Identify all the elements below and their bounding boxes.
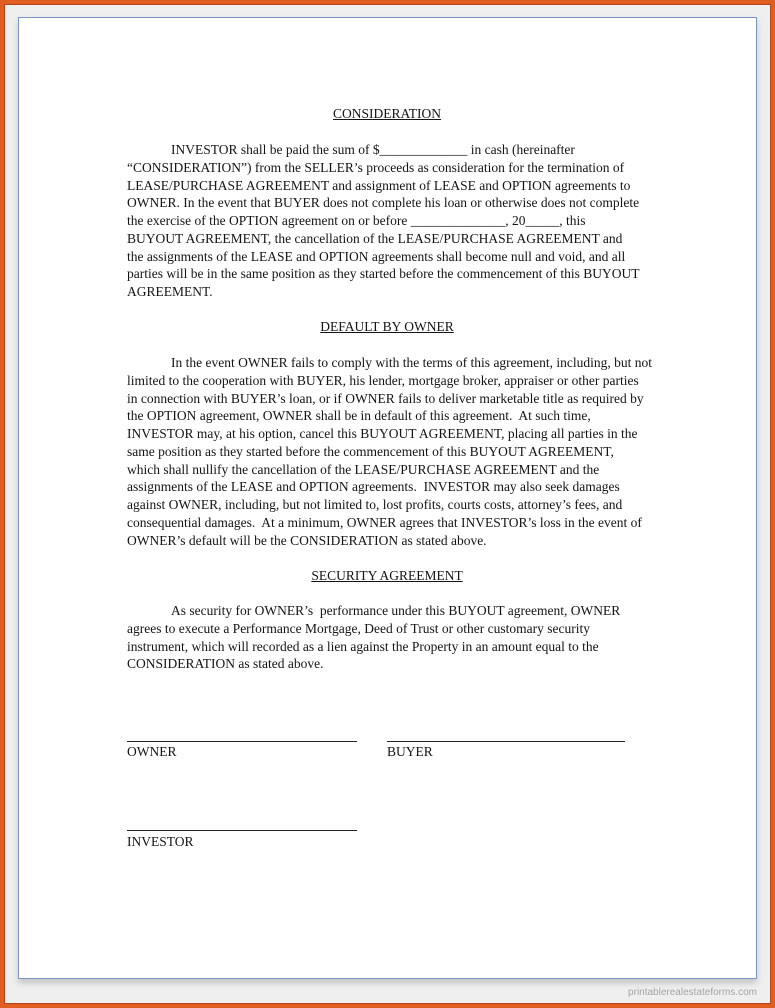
text-line: the OPTION agreement, OWNER shall be in default of this agreement. At such time, [127,408,591,424]
default-by-owner-heading: DEFAULT BY OWNER [320,319,454,334]
security-agreement-paragraph [127,602,727,673]
text-line: LEASE/PURCHASE AGREEMENT and assignment of LEASE and OPTION agreements to [127,177,631,193]
text-line: the exercise of the OPTION agreement on or before ______________, 20_____, this [127,213,586,228]
buyer-signature-line [387,741,625,742]
watermark: printablerealestateforms.com [628,987,757,998]
text-line: instrument, which will recorded as a lien against the Property in an amount equal to the [127,638,599,654]
text-line: BUYOUT AGREEMENT, the cancellation of the LEASE/PURCHASE AGREEMENT and [127,230,623,246]
text-line: agrees to execute a Performance Mortgage, Deed of Trust or other customary security [127,620,590,636]
text-line: limited to the cooperation with BUYER, his lender, mortgage broker, appraiser or other parties [127,372,639,388]
text-line: the assignments of the LEASE and OPTION agreements shall become null and void, and all [127,248,626,264]
text-line: In the event OWNER fails to comply with the terms of this agreement, including, but not [171,355,653,370]
text-line: parties will be in the same position as they started before the commencement of this BUYOUT [127,266,640,282]
text-line: same position as they started before the commencement of this BUYOUT AGREEMENT, [127,443,614,459]
buyer-signature-label: BUYER [387,744,433,759]
text-line: OWNER’s default will be the CONSIDERATION as stated above. [127,532,487,548]
text-line: As security for OWNER’s performance under this BUYOUT agreement, OWNER [171,603,621,618]
investor-signature-line [127,830,357,831]
text-line: AGREEMENT. [127,284,213,299]
text-line: INVESTOR shall be paid the sum of $_____________ in cash (hereinafter [171,142,575,157]
investor-signature-label: INVESTOR [127,834,194,849]
text-line: CONSIDERATION as stated above. [127,656,324,672]
consideration-paragraph [127,141,727,301]
text-line: OWNER. In the event that BUYER does not complete his loan or otherwise does not complete [127,195,640,211]
text-line: consequential damages. At a minimum, OWNER agrees that INVESTOR’s loss in the event of [127,514,642,530]
owner-signature-line [127,741,357,742]
owner-signature-label: OWNER [127,744,177,759]
text-line: against OWNER, including, but not limited to, lost profits, courts costs, attorney’s fees, and [127,497,623,512]
security-agreement-heading: SECURITY AGREEMENT [311,568,463,583]
text-line: INVESTOR may, at his option, cancel this BUYOUT AGREEMENT, placing all parties in the [127,426,638,441]
text-line: which shall nullify the cancellation of the LEASE/PURCHASE AGREEMENT and the [127,461,600,477]
consideration-heading: CONSIDERATION [333,106,441,121]
text-line: “CONSIDERATION”) from the SELLER’s proceeds as consideration for the termination of [127,159,625,175]
text-line: in connection with BUYER’s loan, or if OWNER fails to deliver marketable title as required by [127,390,644,406]
default-by-owner-paragraph [127,354,727,549]
text-line: assignments of the LEASE and OPTION agreements. INVESTOR may also seek damages [127,479,620,495]
